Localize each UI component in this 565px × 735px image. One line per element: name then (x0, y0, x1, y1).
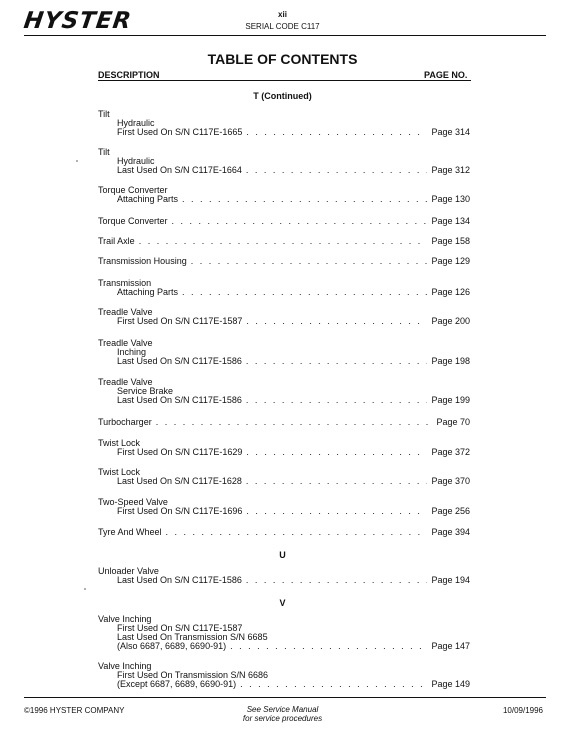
entry-heading: Transmission (98, 278, 152, 288)
section-heading-u: U (279, 550, 286, 560)
entry-line (98, 448, 470, 457)
toc-entry[interactable] (98, 528, 470, 537)
section-heading-v: V (279, 598, 286, 608)
entry-line (98, 680, 470, 689)
toc-entry[interactable] (98, 217, 470, 226)
toc-entry[interactable] (98, 567, 470, 585)
page-title: TABLE OF CONTENTS (207, 51, 358, 67)
dot-leader (246, 166, 428, 175)
entry-page-number[interactable]: Page 158 (431, 236, 470, 246)
entry-line (98, 528, 470, 537)
service-manual-note-line1: See Service Manual (246, 705, 319, 714)
entry-label: Tyre And Wheel (98, 527, 162, 537)
scan-speck (84, 588, 86, 590)
entry-subheading: First Used On S/N C117E-1587 (117, 623, 243, 633)
entry-label: Last Used On S/N C117E-1664 (117, 165, 242, 175)
entry-page-number[interactable]: Page 394 (431, 527, 470, 537)
entry-line (98, 257, 470, 266)
dot-leader (172, 217, 428, 226)
header-divider (24, 35, 546, 36)
page-no-column-header: PAGE NO. (424, 70, 468, 80)
entry-label: Turbocharger (98, 417, 152, 427)
entry-label: First Used On S/N C117E-1696 (117, 506, 243, 516)
entry-page-number[interactable]: Page 370 (431, 476, 470, 486)
toc-entry[interactable] (98, 439, 470, 457)
dot-leader (246, 507, 427, 516)
dot-leader (246, 448, 427, 457)
dot-leader (166, 528, 428, 537)
serial-code: SERIAL CODE C117 (245, 22, 320, 31)
dot-leader (139, 237, 428, 246)
column-header-underline (98, 80, 471, 81)
footer-divider (24, 697, 546, 698)
entry-label: Last Used On S/N C117E-1586 (117, 395, 242, 405)
toc-entry[interactable] (98, 186, 470, 204)
service-manual-note (0, 705, 565, 723)
entry-heading: Treadle Valve (98, 377, 153, 387)
entry-subheading: First Used On Transmission S/N 6686 (117, 670, 269, 680)
entry-line (98, 217, 470, 226)
entry-page-number[interactable]: Page 194 (431, 575, 470, 585)
section-heading-t: T (Continued) (253, 91, 312, 101)
toc-entry[interactable] (98, 257, 470, 266)
entry-heading: Torque Converter (98, 185, 168, 195)
dot-leader (246, 477, 428, 486)
entry-label: Trail Axle (98, 236, 135, 246)
entry-page-number[interactable]: Page 198 (431, 356, 470, 366)
dot-leader (191, 257, 428, 266)
entry-label: Last Used On S/N C117E-1586 (117, 356, 242, 366)
scan-speck (76, 160, 78, 162)
toc-entry[interactable] (98, 110, 470, 137)
toc-entry[interactable] (98, 418, 470, 427)
entry-line (98, 418, 470, 427)
entry-label: (Except 6687, 6689, 6690-91) (117, 679, 237, 689)
toc-entry[interactable] (98, 468, 470, 486)
entry-line (98, 237, 470, 246)
toc-entry[interactable] (98, 662, 470, 689)
entry-heading: Valve Inching (98, 614, 152, 624)
toc-entry[interactable] (98, 308, 470, 326)
dot-leader (246, 396, 428, 405)
entry-line (98, 195, 470, 204)
entry-subheading: Hydraulic (117, 118, 155, 128)
entry-line (98, 507, 470, 516)
dot-leader (246, 317, 427, 326)
toc-entry[interactable] (98, 279, 470, 297)
entry-label: First Used On S/N C117E-1587 (117, 316, 243, 326)
entry-page-number[interactable]: Page 256 (431, 506, 470, 516)
entry-label: Transmission Housing (98, 256, 187, 266)
entry-heading: Treadle Valve (98, 338, 153, 348)
entry-line (98, 128, 470, 137)
toc-entry[interactable] (98, 237, 470, 246)
entry-line (98, 477, 470, 486)
entry-page-number[interactable]: Page 134 (431, 216, 470, 226)
entry-page-number[interactable]: Page 70 (436, 417, 470, 427)
entry-page-number[interactable]: Page 149 (431, 679, 470, 689)
entry-subheading: Last Used On Transmission S/N 6685 (117, 632, 268, 642)
entry-line (98, 166, 470, 175)
entry-line (98, 317, 470, 326)
toc-entry[interactable] (98, 339, 470, 366)
entry-heading: Unloader Valve (98, 566, 159, 576)
toc-entry[interactable] (98, 378, 470, 405)
entry-heading: Twist Lock (98, 438, 141, 448)
toc-entry[interactable] (98, 148, 470, 175)
entry-line (98, 288, 470, 297)
entry-page-number[interactable]: Page 199 (431, 395, 470, 405)
entry-line (98, 396, 470, 405)
entry-subheading: Inching (117, 347, 147, 357)
service-manual-note-line2: for service procedures (242, 714, 323, 723)
dot-leader (246, 576, 428, 585)
dot-leader (156, 418, 433, 427)
entry-page-number[interactable]: Page 130 (431, 194, 470, 204)
copyright-notice: ©1996 HYSTER COMPANY (24, 706, 125, 715)
entry-line (98, 576, 470, 585)
entry-heading: Tilt (98, 109, 110, 119)
dot-leader (182, 288, 427, 297)
description-column-header: DESCRIPTION (98, 70, 160, 80)
entry-heading: Two-Speed Valve (98, 497, 168, 507)
entry-heading: Valve Inching (98, 661, 152, 671)
dot-leader (182, 195, 427, 204)
hyster-logo: HYSTER (22, 8, 134, 34)
entry-label: First Used On S/N C117E-1665 (117, 127, 243, 137)
entry-line (98, 642, 470, 651)
dot-leader (240, 680, 427, 689)
toc-entry[interactable] (98, 498, 470, 516)
entry-subheading: Hydraulic (117, 156, 155, 166)
entry-label: Torque Converter (98, 216, 168, 226)
entry-page-number[interactable]: Page 129 (431, 256, 470, 266)
entry-page-number[interactable]: Page 372 (431, 447, 470, 457)
entry-page-number[interactable]: Page 312 (431, 165, 470, 175)
entry-subheading: Service Brake (117, 386, 174, 396)
entry-label: Last Used On S/N C117E-1628 (117, 476, 242, 486)
entry-heading: Treadle Valve (98, 307, 153, 317)
dot-leader (246, 128, 427, 137)
entry-page-number[interactable]: Page 314 (431, 127, 470, 137)
entry-page-number[interactable]: Page 147 (431, 641, 470, 651)
toc-entry[interactable] (98, 615, 470, 651)
entry-page-number[interactable]: Page 200 (431, 316, 470, 326)
entry-page-number[interactable]: Page 126 (431, 287, 470, 297)
entry-line (98, 357, 470, 366)
page-number: xii (278, 10, 287, 19)
revision-date: 10/09/1996 (502, 706, 543, 715)
dot-leader (230, 642, 427, 651)
entry-label: Last Used On S/N C117E-1586 (117, 575, 242, 585)
entry-label: Attaching Parts (117, 287, 179, 297)
entry-label: First Used On S/N C117E-1629 (117, 447, 243, 457)
entry-label: Attaching Parts (117, 194, 179, 204)
entry-heading: Twist Lock (98, 467, 141, 477)
entry-heading: Tilt (98, 147, 110, 157)
entry-label: (Also 6687, 6689, 6690-91) (117, 641, 227, 651)
dot-leader (246, 357, 428, 366)
